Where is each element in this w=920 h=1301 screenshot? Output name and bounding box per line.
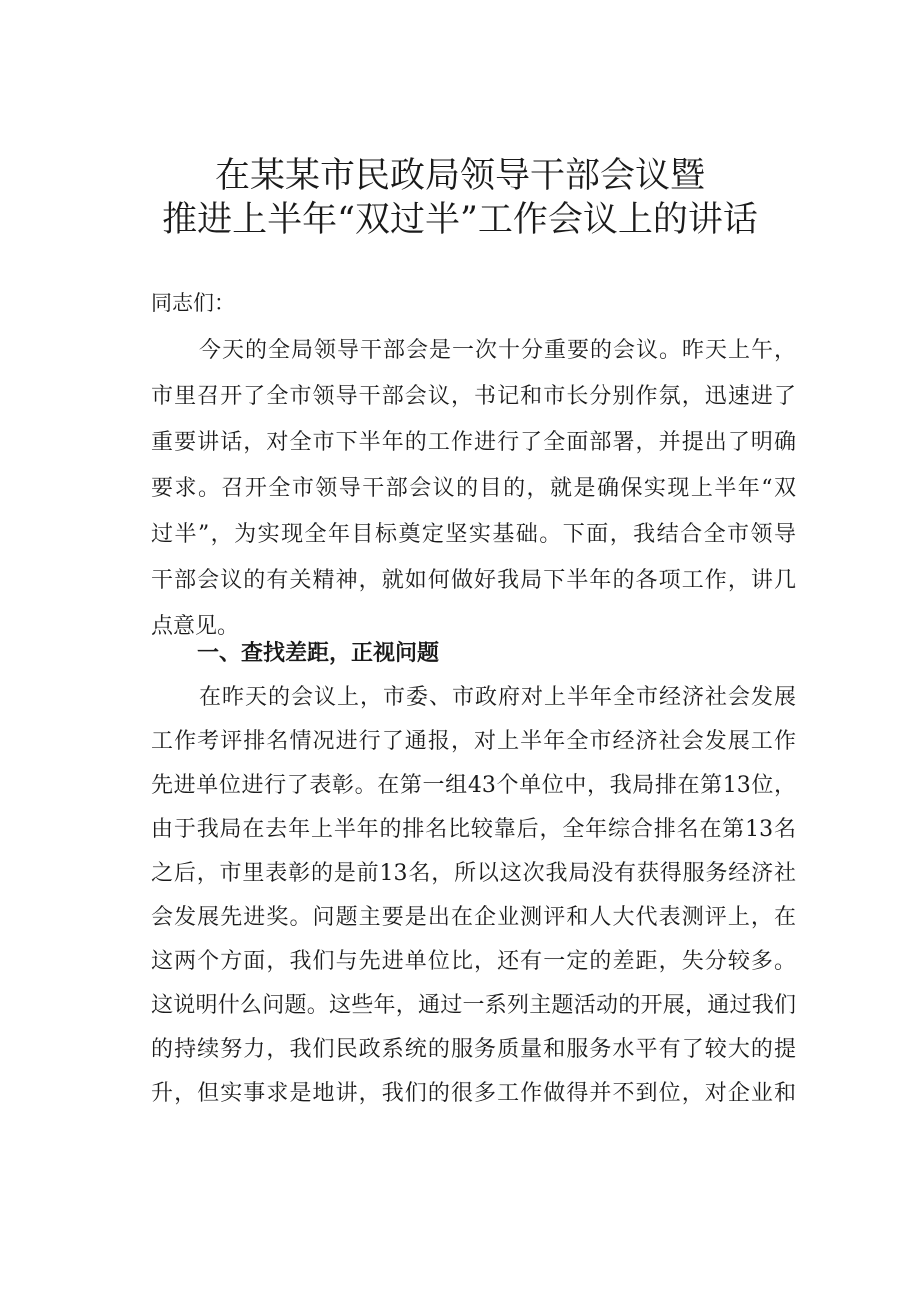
paragraph-2-line: 在昨天的会议上，市委、市政府对上半年全市经济社会发展 — [199, 685, 796, 710]
paragraph-1-line: 重要讲话，对全市下半年的工作进行了全面部署，并提出了明确 — [151, 430, 796, 455]
paragraph-1-line: 点意见。 — [151, 614, 240, 639]
paragraph-1-line: 干部会议的有关精神，就如何做好我局下半年的各项工作，讲几 — [151, 568, 796, 593]
document-title-line-2: 推进上半年“双过半”工作会议上的讲话 — [162, 200, 758, 240]
greeting: 同志们： — [151, 291, 235, 315]
paragraph-2-line: 工作考评排名情况进行了通报，对上半年全市经济社会发展工作 — [151, 729, 796, 754]
paragraph-1-line: 要求。召开全市领导干部会议的目的，就是确保实现上半年“双 — [151, 476, 796, 501]
paragraph-2-line: 这说明什么问题。这些年，通过一系列主题活动的开展，通过我们 — [151, 993, 796, 1018]
document-title-line-1: 在某某市民政局领导干部会议暨 — [214, 156, 705, 196]
paragraph-2-line: 会发展先进奖。问题主要是出在企业测评和人大代表测评上，在 — [151, 905, 796, 930]
paragraph-1-line: 过半”，为实现全年目标奠定坚实基础。下面，我结合全市领导 — [151, 522, 796, 547]
paragraph-2-line: 之后，市里表彰的是前13名，所以这次我局没有获得服务经济社 — [151, 861, 796, 886]
paragraph-2-line: 这两个方面，我们与先进单位比，还有一定的差距，失分较多。 — [151, 949, 796, 974]
paragraph-2-line: 由于我局在去年上半年的排名比较靠后，全年综合排名在第13名 — [151, 817, 796, 842]
section-heading: 一、查找差距，正视问题 — [197, 641, 440, 666]
paragraph-2-line: 先进单位进行了表彰。在第一组43个单位中，我局排在第13位， — [151, 773, 796, 798]
paragraph-2-line: 升，但实事求是地讲，我们的很多工作做得并不到位，对企业和 — [151, 1081, 796, 1106]
paragraph-1-line: 今天的全局领导干部会是一次十分重要的会议。昨天上午， — [199, 338, 796, 363]
paragraph-1-line: 市里召开了全市领导干部会议，书记和市长分别作氛，迅速进了 — [151, 384, 796, 409]
paragraph-2-line: 的持续努力，我们民政系统的服务质量和服务水平有了较大的提 — [151, 1037, 796, 1062]
